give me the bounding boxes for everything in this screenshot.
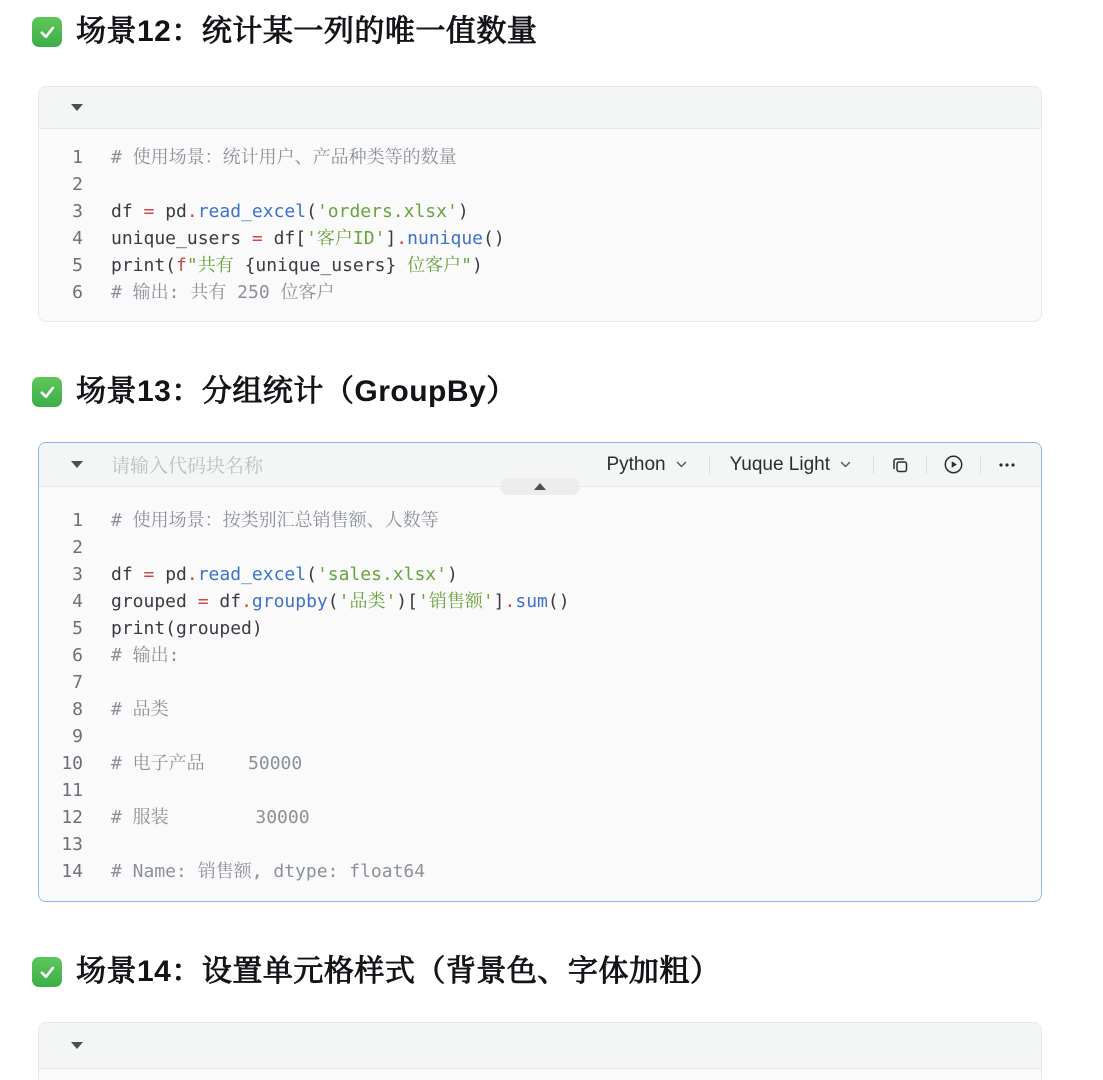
toolbar-divider — [980, 456, 981, 474]
collapse-triangle-icon[interactable] — [71, 1042, 83, 1049]
code-line — [39, 171, 1041, 198]
line-number: 5 — [72, 255, 83, 276]
code-line — [39, 507, 1041, 534]
code-text: # 电子产品 50000 — [111, 753, 303, 774]
section-heading-scene14 — [32, 954, 1103, 990]
code-text: print(grouped) — [111, 618, 263, 639]
collapse-triangle-icon[interactable] — [71, 104, 83, 111]
code-line — [39, 225, 1041, 252]
code-line — [39, 561, 1041, 588]
line-number: 5 — [72, 618, 83, 639]
code-text — [83, 669, 111, 696]
code-line — [39, 534, 1041, 561]
line-number: 9 — [72, 726, 83, 747]
code-text: # 服装 30000 — [111, 807, 310, 828]
collapse-handle[interactable] — [500, 478, 580, 495]
code-editor-area[interactable] — [39, 487, 1041, 901]
code-line — [39, 588, 1041, 615]
line-number: 3 — [72, 564, 83, 585]
line-number: 2 — [72, 537, 83, 558]
code-text: # 使用场景：统计用户、产品种类等的数量 — [111, 147, 457, 168]
check-mark-emoji — [32, 957, 62, 987]
code-name-input[interactable]: 请输入代码块名称 — [111, 456, 264, 477]
chevron-down-icon — [674, 457, 689, 472]
code-line — [39, 696, 1041, 723]
code-block-scene14 — [38, 1022, 1042, 1080]
code-block-scene13 — [38, 442, 1042, 902]
copy-button[interactable] — [884, 451, 916, 479]
line-number: 1 — [72, 147, 83, 168]
code-line — [39, 642, 1041, 669]
code-block-header — [39, 1023, 1041, 1069]
line-number: 14 — [61, 861, 83, 882]
code-text: df = pd.read_excel('sales.xlsx') — [111, 564, 458, 585]
code-line — [39, 615, 1041, 642]
code-line — [39, 252, 1041, 279]
line-number: 12 — [61, 807, 83, 828]
code-editor-area[interactable] — [39, 1069, 1041, 1080]
code-line — [39, 750, 1041, 777]
language-select[interactable] — [596, 450, 698, 480]
theme-label: Yuque Light — [729, 453, 830, 475]
code-text: df = pd.read_excel('orders.xlsx') — [111, 201, 469, 222]
line-number: 6 — [72, 645, 83, 666]
heading-text: 场景14：设置单元格样式（背景色、字体加粗） — [76, 955, 721, 988]
line-number: 6 — [72, 282, 83, 303]
section-heading-scene13 — [32, 374, 1103, 410]
code-line — [39, 804, 1041, 831]
code-line — [39, 669, 1041, 696]
code-text: # 品类 — [111, 699, 169, 720]
copy-icon — [890, 455, 910, 475]
code-text: grouped = df.groupby('品类')['销售额'].sum() — [111, 591, 570, 612]
code-text: unique_users = df['客户ID'].nunique() — [111, 228, 505, 249]
code-text — [83, 171, 111, 198]
code-text — [83, 534, 111, 561]
code-line — [39, 723, 1041, 750]
code-block-header — [39, 87, 1041, 129]
line-number: 3 — [72, 201, 83, 222]
line-number: 7 — [72, 672, 83, 693]
code-editor-area[interactable] — [39, 129, 1041, 321]
heading-text: 场景12：统计某一列的唯一值数量 — [76, 15, 538, 48]
code-text — [83, 723, 111, 750]
check-mark-emoji — [32, 17, 62, 47]
chevron-down-icon — [838, 457, 853, 472]
collapse-up-triangle-icon — [534, 483, 546, 490]
line-number: 2 — [72, 174, 83, 195]
more-icon — [997, 455, 1017, 475]
code-line — [39, 144, 1041, 171]
code-line — [39, 858, 1041, 885]
code-line — [39, 198, 1041, 225]
more-button[interactable] — [991, 451, 1023, 479]
toolbar-actions — [596, 450, 1023, 480]
collapse-triangle-icon[interactable] — [71, 461, 83, 468]
code-line — [39, 279, 1041, 306]
code-text: # 使用场景：按类别汇总销售额、人数等 — [111, 510, 439, 531]
code-text: print(f"共有 {unique_users} 位客户") — [111, 255, 483, 276]
line-number: 1 — [72, 510, 83, 531]
code-text: # 输出: — [111, 645, 180, 666]
line-number: 8 — [72, 699, 83, 720]
line-number: 4 — [72, 228, 83, 249]
heading-text: 场景13：分组统计（GroupBy） — [76, 375, 517, 408]
document-page — [0, 14, 1103, 1080]
code-text: # 输出: 共有 250 位客户 — [111, 282, 335, 303]
line-number: 10 — [61, 753, 83, 774]
toolbar-divider — [709, 456, 710, 474]
code-text — [83, 777, 111, 804]
code-text: # Name: 销售额, dtype: float64 — [111, 861, 426, 882]
code-line — [39, 831, 1041, 858]
code-line — [39, 777, 1041, 804]
language-label: Python — [606, 453, 666, 475]
line-number: 11 — [61, 780, 83, 801]
line-number: 4 — [72, 591, 83, 612]
theme-select[interactable] — [720, 450, 863, 480]
check-mark-emoji — [32, 377, 62, 407]
code-text — [83, 831, 111, 858]
code-block-scene12 — [38, 86, 1042, 322]
section-heading-scene12 — [32, 14, 1103, 50]
line-number: 13 — [61, 834, 83, 855]
run-button[interactable] — [937, 450, 970, 479]
run-icon — [943, 454, 964, 475]
toolbar-divider — [926, 456, 927, 474]
toolbar-divider — [873, 456, 874, 474]
